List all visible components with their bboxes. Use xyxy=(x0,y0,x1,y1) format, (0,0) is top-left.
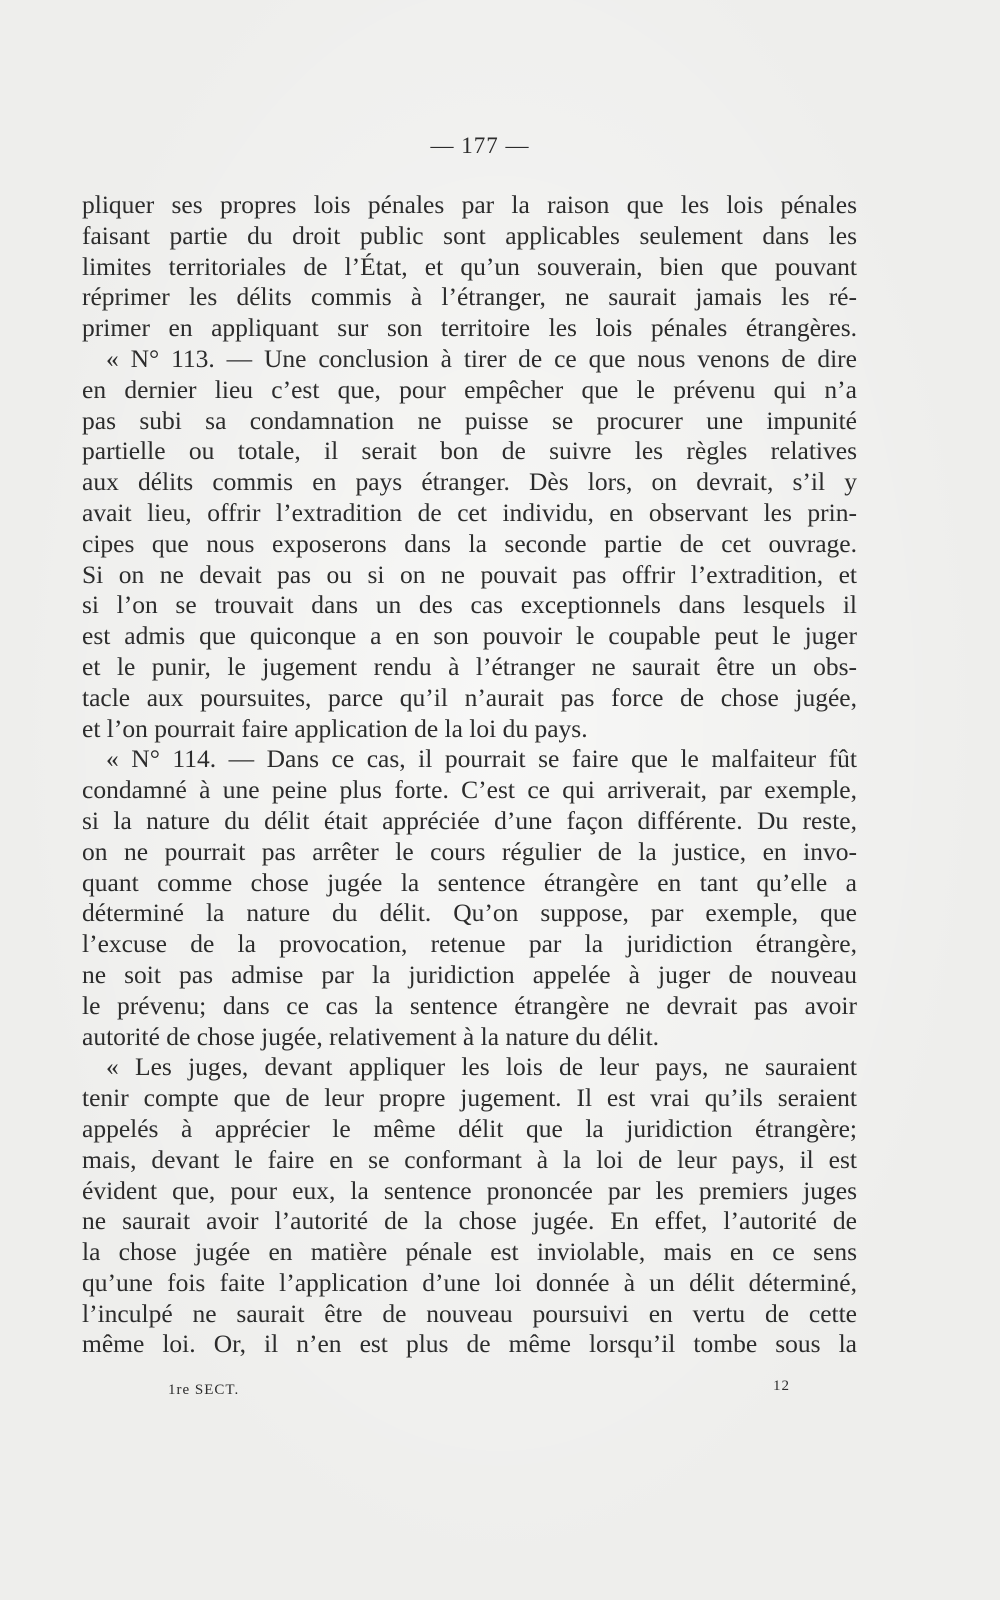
text-line: on ne pourrait pas arrêter le cours régulier de la justice, en invo- xyxy=(82,836,857,866)
text-line: faisant partie du droit public sont applicables seulement dans les xyxy=(82,220,857,250)
text-line: et le punir, le jugement rendu à l’étranger ne saurait être un obs- xyxy=(82,651,857,681)
text-line: l’inculpé ne saurait être de nouveau poursuivi en vertu de cette xyxy=(82,1298,857,1328)
signature-mark: 1re SECT. xyxy=(168,1382,240,1398)
text-line: « N° 113. — Une conclusion à tirer de ce que nous venons de dire xyxy=(106,343,857,373)
sheet-number: 12 xyxy=(773,1378,790,1394)
text-line: le prévenu; dans ce cas la sentence étrangère ne devrait pas avoir xyxy=(82,990,857,1020)
text-line: « Les juges, devant appliquer les lois de leur pays, ne sauraient xyxy=(106,1052,857,1082)
text-line: si la nature du délit était appréciée d’une façon différente. Du reste, xyxy=(82,805,857,835)
text-line: avait lieu, offrir l’extradition de cet individu, en observant les prin- xyxy=(82,497,857,527)
text-line: déterminé la nature du délit. Qu’on suppose, par exemple, que xyxy=(82,898,857,928)
text-line: est admis que quiconque a en son pouvoir le coupable peut le juger xyxy=(82,621,857,651)
text-line: ne saurait avoir l’autorité de la chose jugée. En effet, l’autorité de xyxy=(82,1206,857,1236)
text-line: cipes que nous exposerons dans la seconde partie de cet ouvrage. xyxy=(82,528,857,558)
page-footer xyxy=(0,1378,1000,1406)
text-line: réprimer les délits commis à l’étranger, ne saurait jamais les ré- xyxy=(82,282,857,312)
text-line: pliquer ses propres lois pénales par la raison que les lois pénales xyxy=(82,190,857,219)
text-line: l’excuse de la provocation, retenue par la juridiction étrangère, xyxy=(82,929,857,959)
text-line: mais, devant le faire en se conformant à la loi de leur pays, il est xyxy=(82,1144,857,1174)
text-line: même loi. Or, il n’en est plus de même lorsqu’il tombe sous la xyxy=(82,1329,857,1359)
text-line: condamné à une peine plus forte. C’est ce qui arriverait, par exemple, xyxy=(82,775,857,805)
text-line: en dernier lieu c’est que, pour empêcher que le prévenu qui n’a xyxy=(82,374,857,404)
text-line: appelés à apprécier le même délit que la juridiction étrangère; xyxy=(82,1113,857,1143)
page-number: — 177 — xyxy=(430,133,530,158)
text-line: évident que, pour eux, la sentence prononcée par les premiers juges xyxy=(82,1175,857,1205)
text-line: tacle aux poursuites, parce qu’il n’aurait pas force de chose jugée, xyxy=(82,682,857,712)
text-line: limites territoriales de l’État, et qu’un souverain, bien que pouvant xyxy=(82,251,857,281)
text-line: la chose jugée en matière pénale est inviolable, mais en ce sens xyxy=(82,1237,857,1267)
text-line: autorité de chose jugée, relativement à la nature du délit. xyxy=(82,1021,660,1051)
text-line: et l’on pourrait faire application de la loi du pays. xyxy=(82,713,588,743)
text-line: partielle ou totale, il serait bon de suivre les règles relatives xyxy=(82,436,857,466)
text-line: ne soit pas admise par la juridiction appelée à juger de nouveau xyxy=(82,959,857,989)
body-text xyxy=(82,190,857,1360)
text-line: pas subi sa condamnation ne puisse se procurer une impunité xyxy=(82,405,857,435)
text-line: si l’on se trouvait dans un des cas exceptionnels dans lesquels il xyxy=(82,590,857,620)
text-line: primer en appliquant sur son territoire les lois pénales étrangères. xyxy=(82,313,857,343)
text-line: quant comme chose jugée la sentence étrangère en tant qu’elle a xyxy=(82,867,857,897)
text-line: qu’une fois faite l’application d’une loi donnée à un délit déterminé, xyxy=(82,1267,857,1297)
text-line: « N° 114. — Dans ce cas, il pourrait se faire que le malfaiteur fût xyxy=(106,744,857,774)
text-line: Si on ne devait pas ou si on ne pouvait pas offrir l’extradition, et xyxy=(82,559,857,589)
text-line: tenir compte que de leur propre jugement. Il est vrai qu’ils seraient xyxy=(82,1083,857,1113)
text-line: aux délits commis en pays étranger. Dès lors, on devrait, s’il y xyxy=(82,467,857,497)
